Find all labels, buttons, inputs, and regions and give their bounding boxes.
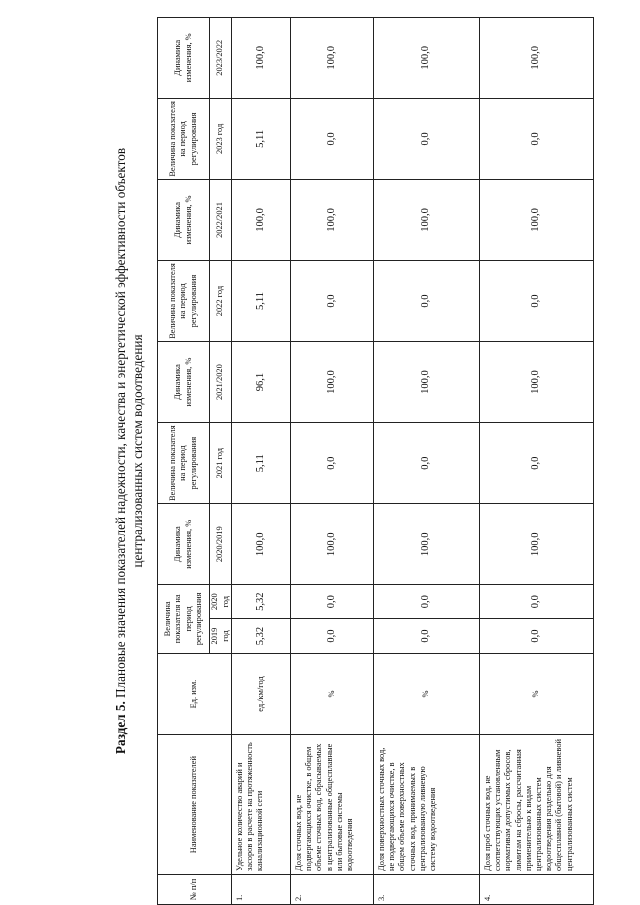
value-2020: 0,0 [480,585,594,619]
header-dyn-2022: Динамика изменения, % [158,180,210,261]
header-ratio-2023: 2023/2022 [210,18,232,99]
dyn-2021: 96,1 [232,342,291,423]
value-2020: 0,0 [374,585,480,619]
table-row [374,18,480,905]
dyn-2022: 100,0 [232,180,291,261]
header-year-2022: 2022 год [210,260,232,342]
value-2022: 0,0 [480,260,594,342]
dyn-2020: 100,0 [232,504,291,585]
row-unit: % [291,653,374,735]
row-num: 2. [291,874,374,904]
value-2019: 0,0 [291,619,374,653]
value-2023: 0,0 [480,98,594,180]
header-dyn-2020: Динамика изменения, % [158,504,210,585]
row-name: Доля сточных вод, не подвергающихся очистке, в общем объеме сточных вод, сбрасываемых в централизованные общесплавные или бытовые системы водоотведения [291,735,374,875]
value-2023: 5,11 [232,98,291,180]
value-2023: 0,0 [374,98,480,180]
dyn-2023: 100,0 [480,18,594,99]
dyn-2022: 100,0 [480,180,594,261]
header-year-2023: 2023 год [210,98,232,180]
value-2022: 0,0 [374,260,480,342]
row-unit: % [374,653,480,735]
dyn-2022: 100,0 [374,180,480,261]
header-value-2019-2020: Величина показателя на период регулирования [158,585,210,654]
dyn-2020: 100,0 [480,504,594,585]
dyn-2023: 100,0 [232,18,291,99]
value-2021: 0,0 [480,422,594,504]
value-2020: 5,32 [232,585,291,619]
row-unit: ед./км/год [232,653,291,735]
header-value-2021: Величина показателя на период регулирования [158,422,210,504]
header-dyn-2023: Динамика изменения, % [158,18,210,99]
header-ratio-2022: 2022/2021 [210,180,232,261]
value-2019: 0,0 [374,619,480,653]
table-row [291,18,374,905]
row-unit: % [480,653,594,735]
value-2019: 5,32 [232,619,291,653]
value-2022: 5,11 [232,260,291,342]
header-name: Наименование показателей [158,735,232,875]
header-unit: Ед. изм. [158,653,232,735]
header-value-2023: Величина показателя на период регулирования [158,98,210,180]
dyn-2021: 100,0 [480,342,594,423]
title-line-1: Плановые значения показателей надежности, качества и энергетической эффективности объектов [113,147,128,698]
indicators-table [157,17,594,905]
row-name: Доля поверхностных сточных вод, не подвергающихся очистке, в общем объеме поверхностных сточных вод, принимаемых в централизованную ливневую систему водоотведения [374,735,480,875]
dyn-2020: 100,0 [374,504,480,585]
value-2023: 0,0 [291,98,374,180]
header-year-2020: 2020 год [210,585,232,619]
header-ratio-2020: 2020/2019 [210,504,232,585]
header-year-2021: 2021 год [210,422,232,504]
dyn-2023: 100,0 [374,18,480,99]
header-num: № п/п [158,874,232,904]
header-value-2022: Величина показателя на период регулирования [158,260,210,342]
section-title [112,11,146,891]
section-number: Раздел 5. [113,701,128,755]
dyn-2020: 100,0 [291,504,374,585]
row-name: Удельное количество аварий и засоров в расчете на протяженность канализационной сети [232,735,291,875]
value-2021: 5,11 [232,422,291,504]
value-2021: 0,0 [374,422,480,504]
header-dyn-2021: Динамика изменения, % [158,342,210,423]
dyn-2021: 100,0 [374,342,480,423]
row-name: Доля проб сточных вод, не соответствующих установленным нормативам допустимых сбросов, лимитам на сбросы, рассчитанная применительно к видам централизованных систем водоотведения раздельно для общесплавной (бытовой) и ливневой централизованных систем [480,735,594,875]
table-row [232,18,291,905]
dyn-2021: 100,0 [291,342,374,423]
value-2020: 0,0 [291,585,374,619]
title-line-2: централизованных систем водоотведения [130,334,145,568]
row-num: 3. [374,874,480,904]
dyn-2023: 100,0 [291,18,374,99]
value-2019: 0,0 [480,619,594,653]
header-ratio-2021: 2021/2020 [210,342,232,423]
row-num: 1. [232,874,291,904]
table-row [480,18,594,905]
value-2022: 0,0 [291,260,374,342]
row-num: 4. [480,874,594,904]
header-year-2019: 2019 год [210,619,232,653]
value-2021: 0,0 [291,422,374,504]
dyn-2022: 100,0 [291,180,374,261]
